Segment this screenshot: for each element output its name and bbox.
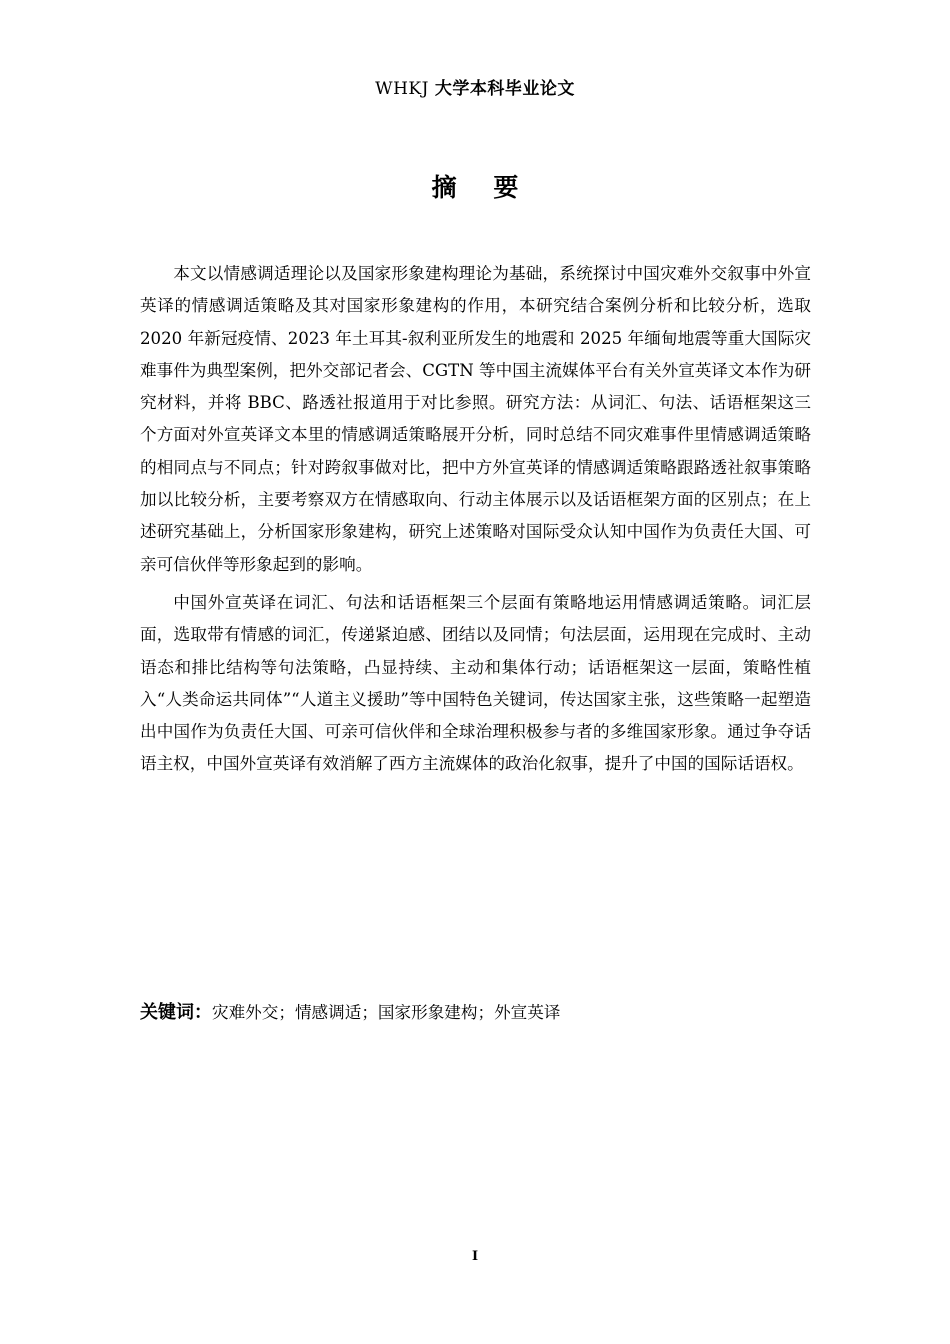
abstract-body [140,258,811,787]
running-header [0,74,950,99]
keywords-value: 灾难外交；情感调适；国家形象建构；外宣英译 [212,1003,561,1022]
abstract-paragraph-1: 本文以情感调适理论以及国家形象建构理论为基础，系统探讨中国灾难外交叙事中外宣英译的情感调适策略及其对国家形象建构的作用，本研究结合案例分析和比较分析，选取 2020 年新冠疫情、2023 年土耳其-叙利亚所发生的地震和 2025 年缅甸地震等重大国际灾难事件为典型案例，把外交部记者会、CGTN 等中国主流媒体平台有关外宣英译文本作为研究材料，并将 BBC、路透社报道用于对比参照。研究方法：从词汇、句法、话语框架这三个方面对外宣英译文本里的情感调适策略展开分析，同时总结不同灾难事件里情感调适策略的相同点与不同点；针对跨叙事做对比，把中方外宣英译的情感调适策略跟路透社叙事策略加以比较分析，主要考察双方在情感取向、行动主体展示以及话语框架方面的区别点；在上述研究基础上，分析国家形象建构，研究上述策略对国际受众认知中国作为负责任大国、可亲可信伙伴等形象起到的影响。 [140,264,811,574]
page-number: I [471,1249,479,1264]
header-thesis-label: 大学本科毕业论文 [434,79,575,99]
keywords-label: 关键词： [140,1002,212,1023]
header-university-code: WHKJ [375,79,429,99]
keywords-line [140,998,811,1028]
abstract-paragraph-2: 中国外宣英译在词汇、句法和话语框架三个层面有策略地运用情感调适策略。词汇层面，选取带有情感的词汇，传递紧迫感、团结以及同情；句法层面，运用现在完成时、主动语态和排比结构等句法策略，凸显持续、主动和集体行动；话语框架这一层面，策略性植入“人类命运共同体”“人道主义援助”等中国特色关键词，传达国家主张，这些策略一起塑造出中国作为负责任大国、可亲可信伙伴和全球治理积极参与者的多维国家形象。通过争夺话语主权，中国外宣英译有效消解了西方主流媒体的政治化叙事，提升了中国的国际话语权。 [140,592,811,774]
abstract-title: 摘 要 [431,173,533,202]
